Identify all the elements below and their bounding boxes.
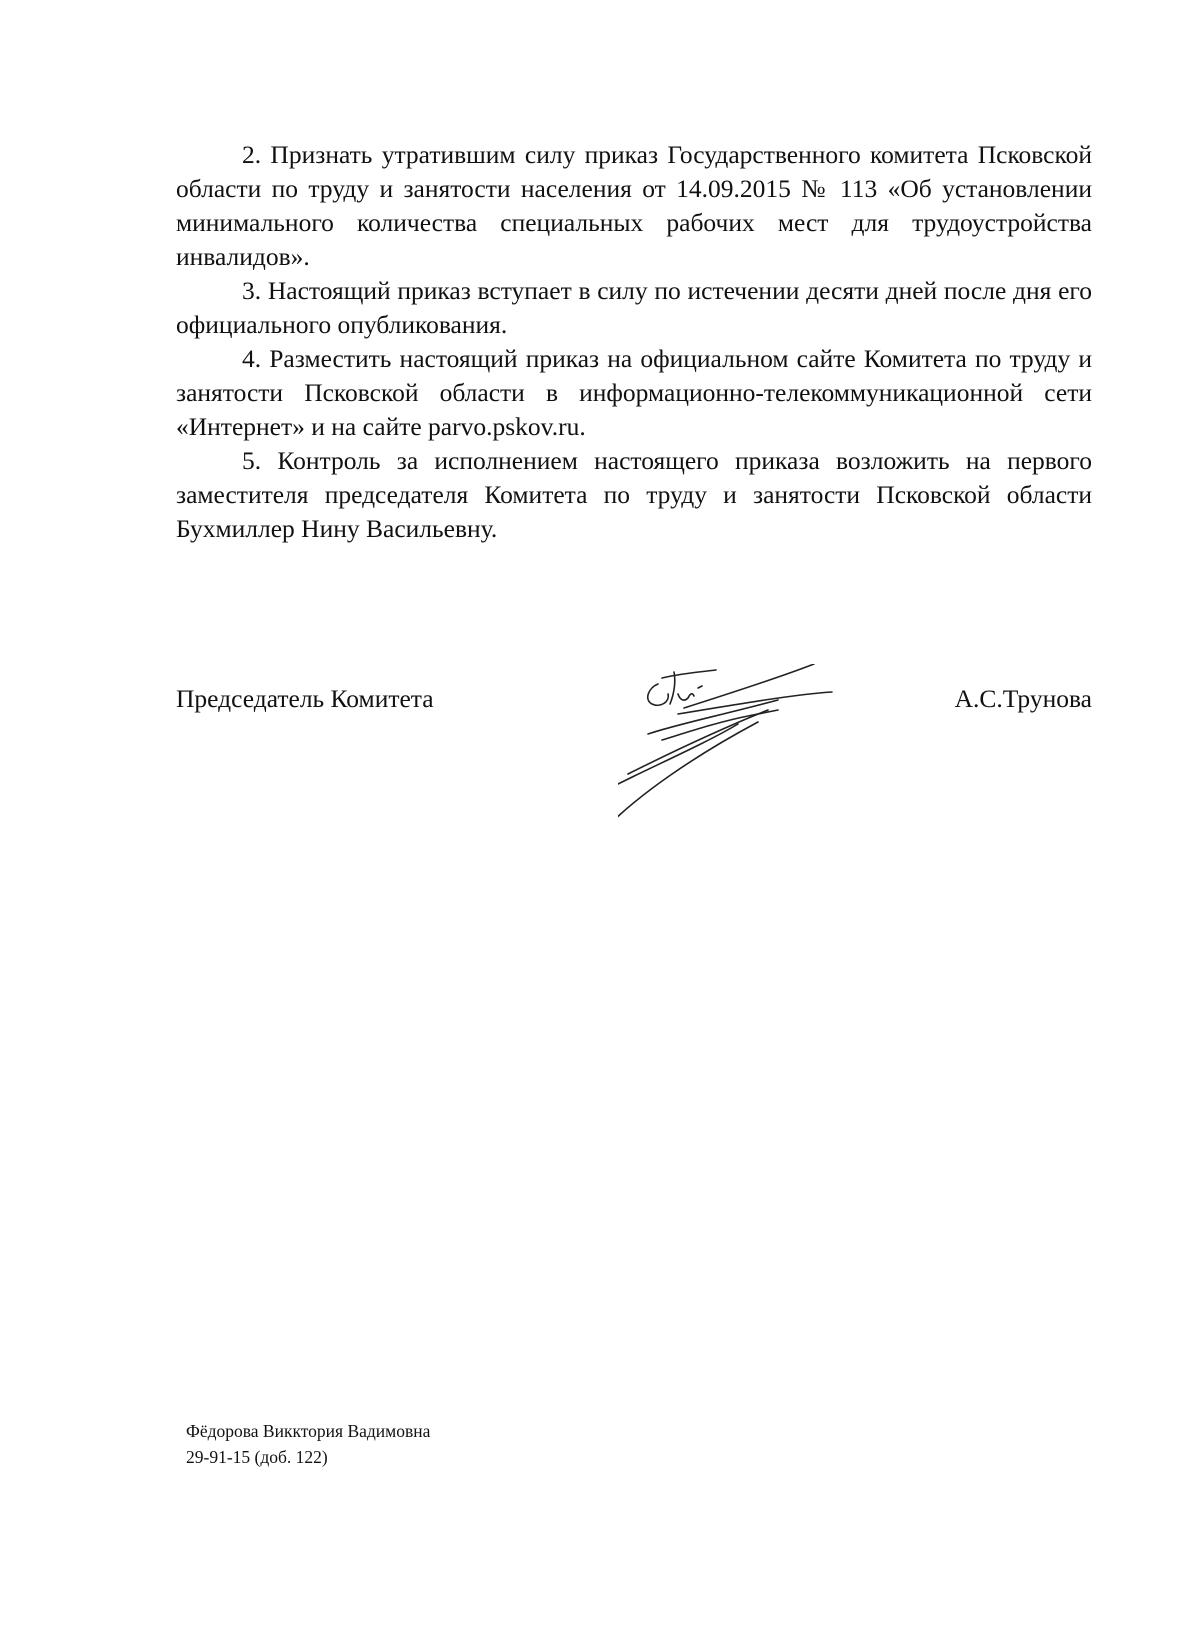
paragraph-4: 4. Разместить настоящий приказ на официальном сайте Комитета по труду и занятости Псковской области в информационно-телекоммуникационной сети «Интернет» и на сайте parvo.pskov.ru. bbox=[176, 344, 1092, 441]
executor-name: Фёдорова Викктория Вадимовна bbox=[186, 1421, 431, 1441]
paragraph-3: 3. Настоящий приказ вступает в силу по истечении десяти дней после дня его официального опубликования. bbox=[176, 276, 1092, 339]
signatory-name: А.С.Трунова bbox=[954, 684, 1092, 713]
executor-phone: 29-91-15 (доб. 122) bbox=[186, 1447, 328, 1467]
paragraph-2: 2. Признать утратившим силу приказ Государственного комитета Псковской области по труду и занятости населения от 14.09.2015 № 113 «Об установлении минимального количества специальных рабочих мест для трудоустройства инвалидов». bbox=[176, 140, 1092, 271]
signatory-position: Председатель Комитета bbox=[176, 684, 434, 713]
paragraph-5: 5. Контроль за исполнением настоящего приказа возложить на первого заместителя председателя Комитета по труду и занятости Псковской области Бухмиллер Нину Васильевну. bbox=[176, 446, 1092, 543]
handwritten-signature bbox=[618, 664, 878, 834]
executor-info bbox=[186, 1418, 430, 1470]
document-body bbox=[176, 138, 1092, 546]
